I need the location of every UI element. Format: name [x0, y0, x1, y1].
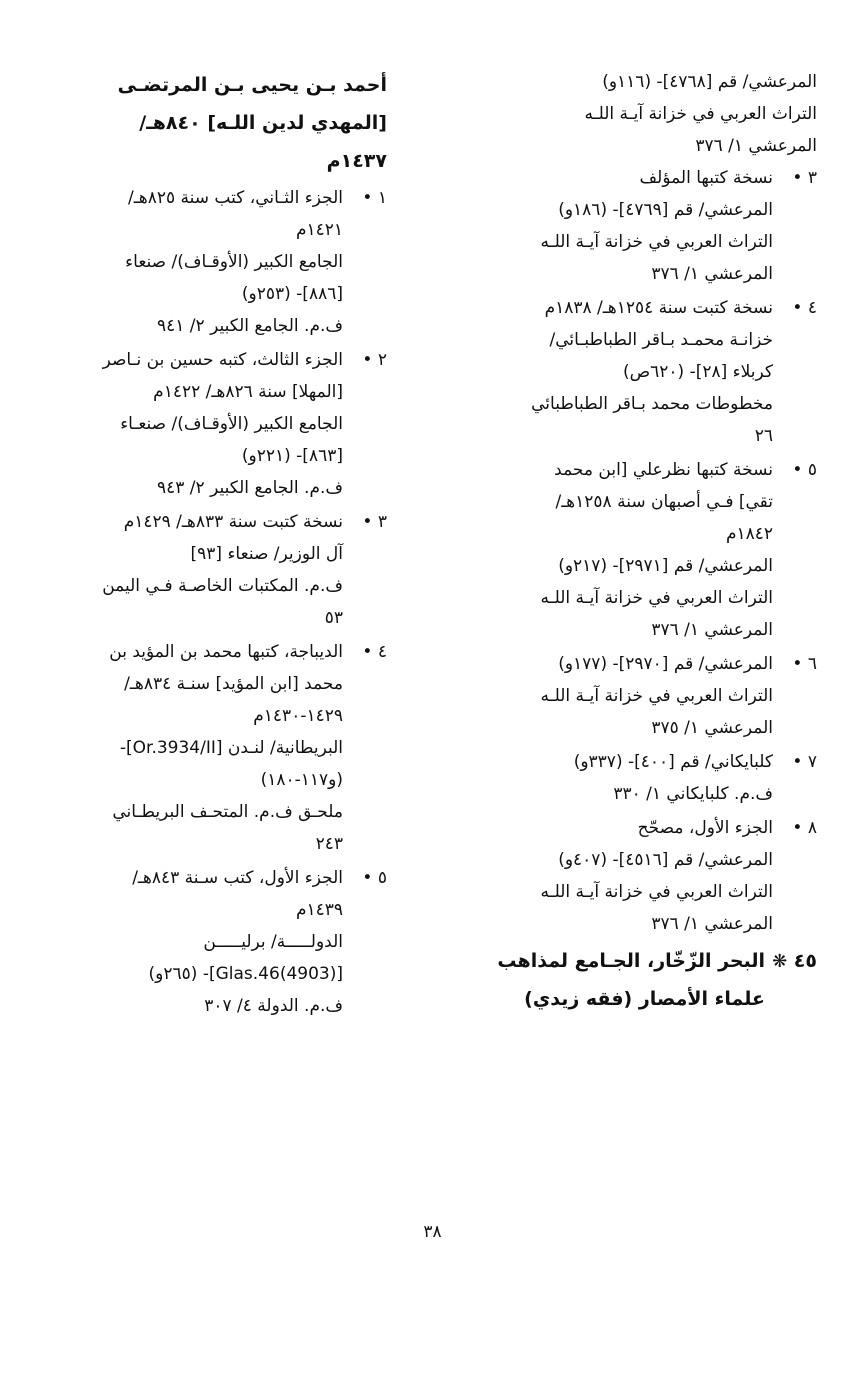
text-line: المرعشي ١/ ٣٧٦ [651, 620, 773, 640]
text-line: ١٨٤٢م [725, 524, 773, 544]
entry-number: ٣ • [792, 168, 817, 188]
entry-number: ٤ • [792, 298, 817, 318]
entry-3 [487, 162, 817, 290]
text-line: [٨٦٣]- (٢٢١و) [241, 446, 343, 466]
text-line: ملحـق ف.م. المتحـف البريطـاني [112, 802, 343, 822]
left-column [97, 66, 387, 1024]
text-line: كلبايكاني/ قم [٤٠٠]- (٣٣٧و) [573, 752, 773, 772]
entry-number: ٤ • [362, 642, 387, 662]
entry-5 [487, 454, 817, 646]
text-line: ف.م. الجامع الكبير ٢/ ٩٤١ [157, 316, 343, 336]
text-line: التراث العربي في خزانة آيـة اللـه [540, 232, 773, 252]
text-line: ف.م. الدولة ٤/ ٣٠٧ [204, 996, 343, 1016]
text-line: ٢٦ [754, 426, 773, 446]
text-line: المرعشي/ قم [٢٩٧١]- (٢١٧و) [558, 556, 773, 576]
text-line: ف.م. كلبايكاني ١/ ٣٣٠ [613, 784, 773, 804]
entry-number [765, 942, 817, 981]
entry-5 [97, 862, 387, 1022]
entry-3 [97, 506, 387, 634]
text-line: محمد [ابن المؤيد] سنـة ٨٣٤هـ/ [124, 674, 343, 694]
text-line: نسخة كتبت سنة ١٢٥٤هـ/ ١٨٣٨م [544, 298, 773, 318]
author-line: ١٤٣٧م [326, 150, 387, 172]
entry-number: ٥ • [792, 460, 817, 480]
text-line: ف.م. المكتبات الخاصـة فـي اليمن [102, 576, 343, 596]
work-title-line: البحر الزّخّار، الجـامع لمذاهب [497, 950, 765, 972]
text-line: نسخة كتبها نظرعلي [ابن محمد [554, 460, 773, 480]
entry-number: ٧ • [792, 752, 817, 772]
entry-2 [97, 344, 387, 504]
entry-7 [487, 746, 817, 810]
entry-4 [487, 292, 817, 452]
text-line: المرعشي ١/ ٣٧٦ [695, 136, 817, 156]
text-line: التراث العربي في خزانة آيـة اللـه [540, 588, 773, 608]
asterism-icon: ❋ [772, 951, 788, 972]
text-line: الدولـــــة/ برليـــــن [203, 932, 343, 952]
page-number: ٣٨ [423, 1222, 442, 1242]
entry-number: ٣ • [362, 512, 387, 532]
text-line: الجزء الأول، مصحّح [637, 818, 773, 838]
entry-4 [97, 636, 387, 860]
entry-number: ١ • [362, 188, 387, 208]
text-line: الجزء الثالث، كتبه حسين بن نـاصر [102, 350, 343, 370]
entry-number: ٢ • [362, 350, 387, 370]
heading-number: ٤٥ [793, 950, 817, 972]
entry-number: ٨ • [792, 818, 817, 838]
author-line: أحمد بـن يحيى بـن المرتضـى [117, 74, 387, 96]
right-column [487, 66, 817, 1020]
text-line: [المهلا] سنة ٨٢٦هـ/ ١٤٢٢م [153, 382, 343, 402]
text-line: الديباجة، كتبها محمد بن المؤيد بن [109, 642, 343, 662]
text-line: آل الوزير/ صنعاء [٩٣] [190, 544, 343, 564]
text-line: ٥٣ [324, 608, 343, 628]
text-line: التراث العربي في خزانة آيـة اللـه [540, 882, 773, 902]
text-line: المرعشي ١/ ٣٧٦ [651, 264, 773, 284]
text-line: التراث العربي في خزانة آيـة اللـه [584, 104, 817, 124]
text-line: ٢٤٣ [315, 834, 343, 854]
text-line: تقي] فـي أصبهان سنة ١٢٥٨هـ/ [555, 492, 773, 512]
work-title-line: علماء الأمصار (فقه زيدي) [524, 988, 765, 1010]
text-line: كربلاء [٢٨]- (٦٢٠ص) [622, 362, 773, 382]
text-line: الجزء الأول، كتب سـنة ٨٤٣هـ/ [132, 868, 343, 888]
text-line: ١٤٣٩م [295, 900, 343, 920]
text-line: البريطانية/ لنـدن [Or.3934/II]- [119, 738, 343, 758]
text-line: المرعشي/ قم [٢٩٧٠]- (١٧٧و) [558, 654, 773, 674]
entry-number: ٦ • [792, 654, 817, 674]
text-line: ف.م. الجامع الكبير ٢/ ٩٤٣ [157, 478, 343, 498]
text-line: الجامع الكبير (الأوقـاف)/ صنعاء [125, 252, 343, 272]
entry-1 [97, 182, 387, 342]
entry-6 [487, 648, 817, 744]
text-line: خزانـة محمـد بـاقر الطباطبـائي/ [549, 330, 773, 350]
text-line: المرعشي/ قم [٤٧٦٨]- (١١٦و) [602, 72, 817, 92]
text-line: المرعشي/ قم [٤٥١٦]- (٤٠٧و) [558, 850, 773, 870]
text-line: التراث العربي في خزانة آيـة اللـه [540, 686, 773, 706]
text-line: الجامع الكبير (الأوقـاف)/ صنعـاء [120, 414, 343, 434]
text-line: نسخة كتبت سنة ٨٣٣هـ/ ١٤٢٩م [123, 512, 343, 532]
work-heading-45 [487, 942, 817, 1018]
text-line: الجزء الثـاني، كتب سنة ٨٢٥هـ/ [128, 188, 343, 208]
text-line: [٨٨٦]- (٢٥٣و) [241, 284, 343, 304]
entry-number: ٥ • [362, 868, 387, 888]
text-line: ١٤٢٩-١٤٣٠م [253, 706, 343, 726]
text-line: مخطوطات محمد بـاقر الطباطبائي [531, 394, 773, 414]
text-line: (و١١٧-١٨٠) [260, 770, 343, 790]
text-line: المرعشي ١/ ٣٧٥ [651, 718, 773, 738]
author-heading [97, 66, 387, 180]
text-line: نسخة كتبها المؤلف [639, 168, 773, 188]
continuation-block [487, 66, 817, 162]
entry-8 [487, 812, 817, 940]
author-line: [المهدي لدين اللـه] ٨٤٠هـ/ [139, 112, 387, 134]
text-line: ١٤٢١م [295, 220, 343, 240]
text-line: المرعشي/ قم [٤٧٦٩]- (١٨٦و) [558, 200, 773, 220]
text-line: [Glas.46(4903)]- (٢٦٥و) [148, 964, 343, 984]
text-line: المرعشي ١/ ٣٧٦ [651, 914, 773, 934]
